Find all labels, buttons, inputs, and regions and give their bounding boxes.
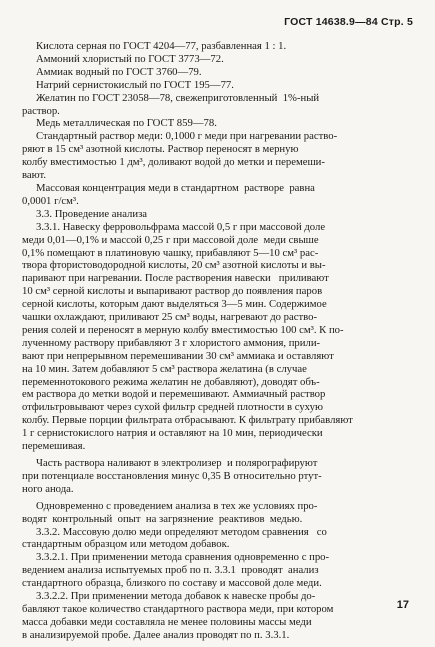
text-line: стандартным образцом или методом добавок. xyxy=(22,538,230,551)
text-line: в анализируемой пробе. Далее анализ проводят по п. 3.3.1. xyxy=(22,628,290,641)
document-body xyxy=(22,40,416,642)
text-line: меди 0,01—0,1% и массой 0,25 г при массовой доле меди свыше xyxy=(22,233,319,246)
text-line: Натрий сернистокислый по ГОСТ 195—77. xyxy=(36,78,234,91)
text-line: ведением анализа испытуемых проб по п. 3.3.1 проводят анализ xyxy=(22,564,319,577)
text-line: рения солей и переносят в мерную колбу вместимостью 100 см³. К по- xyxy=(22,323,344,336)
text-line: 10 см³ серной кислоты и выпаривают раствор до появления паров xyxy=(22,285,323,298)
text-line: бавляют такое количество стандартного раствора меди, при котором xyxy=(22,602,334,615)
text-line: Одновременно с проведением анализа в тех же условиях про- xyxy=(36,499,318,512)
text-line: при потенциале восстановления минус 0,35 В относительно ртут- xyxy=(22,469,322,482)
text-line: Кислота серная по ГОСТ 4204—77, разбавленная 1 : 1. xyxy=(36,40,287,52)
text-line: чашки охлаждают, приливают 25 см³ воды, нагревают до раство- xyxy=(22,311,318,324)
text-line: Массовая концентрация меди в стандартном растворе равна xyxy=(36,181,315,194)
text-line: Аммиак водный по ГОСТ 3760—79. xyxy=(36,65,202,78)
text-line: 0,0001 г/см³. xyxy=(22,194,79,207)
text-line: серной кислоты, которым дают выделяться 3—5 мин. Содержимое xyxy=(22,298,327,311)
text-line: твора фтористоводородной кислоты, 20 см³ азотной кислоты и вы- xyxy=(22,259,326,272)
text-line: водят контрольный опыт на загрязнение реактивов медью. xyxy=(22,512,303,525)
text-line: ряют в 15 см³ азотной кислоты. Раствор переносят в мерную xyxy=(22,143,299,156)
text-line: на 10 мин. Затем добавляют 5 см³ раствора желатина (в случае xyxy=(22,362,307,375)
text-line: Стандартный раствор меди: 0,1000 г меди при нагревании раство- xyxy=(36,130,338,143)
text-line: лученному раствору прибавляют 3 г хлористого аммония, прили- xyxy=(22,336,321,349)
text-line: паривают при нагревании. После растворения навески приливают xyxy=(22,272,329,285)
text-line: Часть раствора наливают в электролизер и полярографируют xyxy=(36,457,318,469)
text-line: 0,1% помещают в платиновую чашку, прибавляют 5—10 см³ рас- xyxy=(22,246,319,259)
text-line: 3.3.2. Массовую долю меди определяют методом сравнения со xyxy=(36,525,327,538)
text-line: переменнотокового режима желатин не добавляют), доводят объ- xyxy=(22,375,320,388)
text-line: ного анода. xyxy=(22,482,74,495)
text-line: стандартного образца, близкого по составу и массовой доле меди. xyxy=(22,577,322,590)
text-line: отфильтровывают через сухой фильтр средней плотности в сухую xyxy=(22,401,323,414)
text-line: Медь металлическая по ГОСТ 859—78. xyxy=(36,117,217,130)
text-line: вают. xyxy=(22,169,47,182)
text-line: 3.3.1. Навеску ферровольфрама массой 0,5 г при массовой доле xyxy=(36,220,326,233)
text-line: раствор. xyxy=(22,104,60,117)
section-heading: 3.3. Проведение анализа xyxy=(36,207,148,220)
text-line: ем раствора до метки водой и перемешивают. Аммиачный раствор xyxy=(22,388,326,401)
page-header: ГОСТ 14638.9—84 Стр. 5 xyxy=(284,16,413,28)
text-line: масса добавки меди составляла не менее половины массы меди xyxy=(22,615,312,628)
text-line: Аммоний хлористый по ГОСТ 3773—72. xyxy=(36,52,224,65)
text-line: Желатин по ГОСТ 23058—78, свежеприготовленный 1%-ный xyxy=(36,91,320,104)
text-line: колбу вместимостью 1 дм³, доливают водой до метки и перемеши- xyxy=(22,156,325,169)
text-line: 3.3.2.1. При применении метода сравнения одновременно с про- xyxy=(36,551,330,564)
text-line: 1 г сернистокислого натрия и оставляют на 10 мин, периодически xyxy=(22,427,323,440)
text-line: колбу. Первые порции фильтрата отбрасывают. К фильтрату прибавляют xyxy=(22,414,353,427)
text-line: перемешивая. xyxy=(22,440,86,453)
text-line: 3.3.2.2. При применении метода добавок к навеске пробы до- xyxy=(36,590,316,603)
page-number: 17 xyxy=(396,599,409,611)
text-line: вают при непрерывном перемешивании 30 см³ аммиака и оставляют xyxy=(22,349,334,362)
